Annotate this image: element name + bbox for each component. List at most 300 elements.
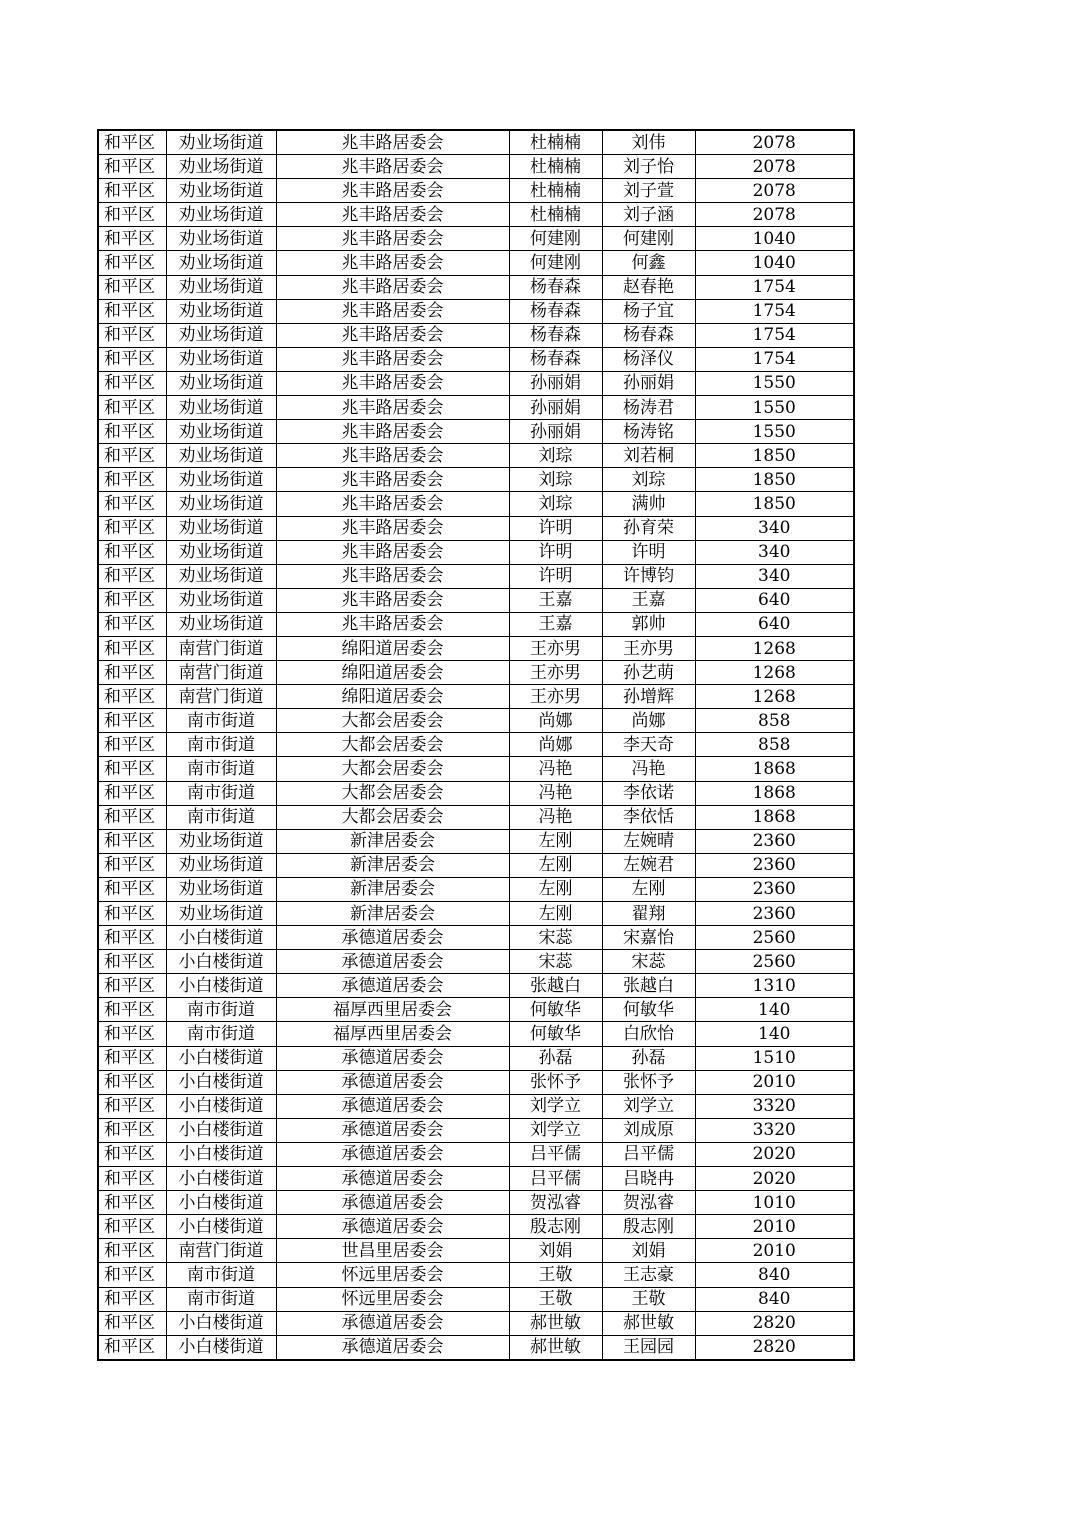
member-cell: 何鑫 [602, 251, 695, 275]
district-cell: 和平区 [98, 974, 166, 998]
committee-cell: 福厚西里居委会 [276, 998, 509, 1022]
amount-cell: 3320 [695, 1118, 854, 1142]
amount-cell: 2820 [695, 1311, 854, 1335]
table-row [98, 203, 854, 227]
member-cell: 张越白 [602, 974, 695, 998]
district-cell: 和平区 [98, 1046, 166, 1070]
applicant-cell: 刘琮 [509, 468, 602, 492]
member-cell: 王敬 [602, 1287, 695, 1311]
amount-cell: 2360 [695, 829, 854, 853]
district-cell: 和平区 [98, 516, 166, 540]
table-row [98, 757, 854, 781]
amount-cell: 1010 [695, 1191, 854, 1215]
applicant-cell: 贺泓睿 [509, 1191, 602, 1215]
committee-cell: 兆丰路居委会 [276, 540, 509, 564]
applicant-cell: 王嘉 [509, 588, 602, 612]
applicant-cell: 杜楠楠 [509, 203, 602, 227]
table-row [98, 974, 854, 998]
table-row [98, 733, 854, 757]
member-cell: 翟翔 [602, 902, 695, 926]
district-cell: 和平区 [98, 877, 166, 901]
amount-cell: 2078 [695, 179, 854, 203]
committee-cell: 新津居委会 [276, 877, 509, 901]
member-cell: 李依诺 [602, 781, 695, 805]
applicant-cell: 杜楠楠 [509, 130, 602, 155]
member-cell: 杨涛铭 [602, 420, 695, 444]
amount-cell: 2560 [695, 950, 854, 974]
table-row [98, 227, 854, 251]
district-cell: 和平区 [98, 468, 166, 492]
applicant-cell: 王敬 [509, 1287, 602, 1311]
table-row [98, 1239, 854, 1263]
subdistrict-cell: 劝业场街道 [166, 275, 276, 299]
amount-cell: 1510 [695, 1046, 854, 1070]
member-cell: 刘子萱 [602, 179, 695, 203]
committee-cell: 兆丰路居委会 [276, 179, 509, 203]
committee-cell: 兆丰路居委会 [276, 155, 509, 179]
district-cell: 和平区 [98, 323, 166, 347]
member-cell: 杨子宜 [602, 299, 695, 323]
committee-cell: 兆丰路居委会 [276, 251, 509, 275]
amount-cell: 1268 [695, 661, 854, 685]
committee-cell: 承德道居委会 [276, 1046, 509, 1070]
subdistrict-cell: 劝业场街道 [166, 468, 276, 492]
applicant-cell: 宋蕊 [509, 926, 602, 950]
subdistrict-cell: 南营门街道 [166, 636, 276, 660]
district-cell: 和平区 [98, 251, 166, 275]
table-row [98, 853, 854, 877]
subdistrict-cell: 南市街道 [166, 1263, 276, 1287]
member-cell: 满帅 [602, 492, 695, 516]
member-cell: 贺泓睿 [602, 1191, 695, 1215]
applicant-cell: 吕平儒 [509, 1142, 602, 1166]
applicant-cell: 杜楠楠 [509, 179, 602, 203]
applicant-cell: 杨春森 [509, 347, 602, 371]
member-cell: 杨春森 [602, 323, 695, 347]
committee-cell: 承德道居委会 [276, 1167, 509, 1191]
applicant-cell: 王嘉 [509, 612, 602, 636]
subdistrict-cell: 南市街道 [166, 709, 276, 733]
member-cell: 宋嘉怡 [602, 926, 695, 950]
committee-cell: 兆丰路居委会 [276, 130, 509, 155]
table-row [98, 1094, 854, 1118]
table-row [98, 1142, 854, 1166]
table-row [98, 275, 854, 299]
applicant-cell: 王亦男 [509, 661, 602, 685]
district-cell: 和平区 [98, 179, 166, 203]
member-cell: 何建刚 [602, 227, 695, 251]
subdistrict-cell: 南市街道 [166, 781, 276, 805]
applicant-cell: 郝世敏 [509, 1311, 602, 1335]
applicant-cell: 何建刚 [509, 251, 602, 275]
committee-cell: 大都会居委会 [276, 805, 509, 829]
amount-cell: 858 [695, 709, 854, 733]
district-cell: 和平区 [98, 203, 166, 227]
applicant-cell: 王亦男 [509, 685, 602, 709]
table-row [98, 155, 854, 179]
applicant-cell: 郝世敏 [509, 1335, 602, 1360]
member-cell: 许博钧 [602, 564, 695, 588]
subdistrict-cell: 劝业场街道 [166, 516, 276, 540]
amount-cell: 2360 [695, 877, 854, 901]
table-row [98, 1215, 854, 1239]
amount-cell: 2010 [695, 1070, 854, 1094]
committee-cell: 承德道居委会 [276, 974, 509, 998]
committee-cell: 承德道居委会 [276, 1142, 509, 1166]
amount-cell: 1268 [695, 636, 854, 660]
subdistrict-cell: 劝业场街道 [166, 179, 276, 203]
committee-cell: 兆丰路居委会 [276, 227, 509, 251]
committee-cell: 兆丰路居委会 [276, 347, 509, 371]
table-row [98, 130, 854, 155]
table-row [98, 998, 854, 1022]
committee-cell: 兆丰路居委会 [276, 612, 509, 636]
applicant-cell: 何敏华 [509, 1022, 602, 1046]
subdistrict-cell: 劝业场街道 [166, 299, 276, 323]
table-row [98, 251, 854, 275]
district-cell: 和平区 [98, 998, 166, 1022]
committee-cell: 大都会居委会 [276, 781, 509, 805]
amount-cell: 1550 [695, 420, 854, 444]
applicant-cell: 左刚 [509, 877, 602, 901]
member-cell: 刘成原 [602, 1118, 695, 1142]
subdistrict-cell: 劝业场街道 [166, 492, 276, 516]
member-cell: 刘若桐 [602, 444, 695, 468]
member-cell: 孙丽娟 [602, 371, 695, 395]
committee-cell: 绵阳道居委会 [276, 661, 509, 685]
member-cell: 李依恬 [602, 805, 695, 829]
subdistrict-cell: 小白楼街道 [166, 1046, 276, 1070]
district-cell: 和平区 [98, 1335, 166, 1360]
committee-cell: 兆丰路居委会 [276, 492, 509, 516]
applicant-cell: 孙丽娟 [509, 371, 602, 395]
subdistrict-cell: 劝业场街道 [166, 877, 276, 901]
district-cell: 和平区 [98, 1070, 166, 1094]
member-cell: 张怀予 [602, 1070, 695, 1094]
member-cell: 尚娜 [602, 709, 695, 733]
member-cell: 李天奇 [602, 733, 695, 757]
district-cell: 和平区 [98, 1287, 166, 1311]
applicant-cell: 何建刚 [509, 227, 602, 251]
table-row [98, 347, 854, 371]
subdistrict-cell: 小白楼街道 [166, 974, 276, 998]
member-cell: 王志豪 [602, 1263, 695, 1287]
member-cell: 冯艳 [602, 757, 695, 781]
district-cell: 和平区 [98, 564, 166, 588]
member-cell: 殷志刚 [602, 1215, 695, 1239]
amount-cell: 1040 [695, 251, 854, 275]
applicant-cell: 冯艳 [509, 781, 602, 805]
table-row [98, 1335, 854, 1360]
subdistrict-cell: 小白楼街道 [166, 950, 276, 974]
table-body [98, 130, 854, 1360]
subdistrict-cell: 小白楼街道 [166, 926, 276, 950]
table-row [98, 781, 854, 805]
amount-cell: 1268 [695, 685, 854, 709]
applicant-cell: 殷志刚 [509, 1215, 602, 1239]
member-cell: 王亦男 [602, 636, 695, 660]
subdistrict-cell: 劝业场街道 [166, 323, 276, 347]
committee-cell: 大都会居委会 [276, 757, 509, 781]
applicant-cell: 张越白 [509, 974, 602, 998]
applicant-cell: 刘琮 [509, 492, 602, 516]
committee-cell: 大都会居委会 [276, 733, 509, 757]
district-cell: 和平区 [98, 275, 166, 299]
subdistrict-cell: 劝业场街道 [166, 347, 276, 371]
amount-cell: 340 [695, 516, 854, 540]
committee-cell: 福厚西里居委会 [276, 1022, 509, 1046]
subdistrict-cell: 小白楼街道 [166, 1070, 276, 1094]
committee-cell: 承德道居委会 [276, 1070, 509, 1094]
committee-cell: 承德道居委会 [276, 1335, 509, 1360]
district-cell: 和平区 [98, 1215, 166, 1239]
amount-cell: 2020 [695, 1167, 854, 1191]
subdistrict-cell: 劝业场街道 [166, 227, 276, 251]
amount-cell: 1550 [695, 396, 854, 420]
amount-cell: 2560 [695, 926, 854, 950]
subdistrict-cell: 小白楼街道 [166, 1094, 276, 1118]
member-cell: 白欣怡 [602, 1022, 695, 1046]
applicant-cell: 左刚 [509, 853, 602, 877]
committee-cell: 兆丰路居委会 [276, 444, 509, 468]
committee-cell: 兆丰路居委会 [276, 516, 509, 540]
member-cell: 左刚 [602, 877, 695, 901]
district-cell: 和平区 [98, 420, 166, 444]
applicant-cell: 吕平儒 [509, 1167, 602, 1191]
table-row [98, 323, 854, 347]
district-cell: 和平区 [98, 733, 166, 757]
district-cell: 和平区 [98, 1311, 166, 1335]
committee-cell: 兆丰路居委会 [276, 299, 509, 323]
amount-cell: 1850 [695, 468, 854, 492]
table-row [98, 902, 854, 926]
table-row [98, 1167, 854, 1191]
subdistrict-cell: 劝业场街道 [166, 853, 276, 877]
amount-cell: 2360 [695, 853, 854, 877]
committee-cell: 承德道居委会 [276, 1191, 509, 1215]
committee-cell: 承德道居委会 [276, 926, 509, 950]
district-cell: 和平区 [98, 1022, 166, 1046]
amount-cell: 1754 [695, 275, 854, 299]
table-row [98, 1263, 854, 1287]
table-row [98, 1070, 854, 1094]
amount-cell: 2078 [695, 203, 854, 227]
committee-cell: 兆丰路居委会 [276, 396, 509, 420]
amount-cell: 1040 [695, 227, 854, 251]
member-cell: 孙增辉 [602, 685, 695, 709]
subdistrict-cell: 劝业场街道 [166, 612, 276, 636]
applicant-cell: 许明 [509, 564, 602, 588]
applicant-cell: 刘娟 [509, 1239, 602, 1263]
district-cell: 和平区 [98, 950, 166, 974]
member-cell: 左婉君 [602, 853, 695, 877]
district-cell: 和平区 [98, 227, 166, 251]
applicant-cell: 左刚 [509, 829, 602, 853]
subdistrict-cell: 小白楼街道 [166, 1142, 276, 1166]
committee-cell: 承德道居委会 [276, 1094, 509, 1118]
committee-cell: 兆丰路居委会 [276, 323, 509, 347]
amount-cell: 840 [695, 1263, 854, 1287]
district-cell: 和平区 [98, 1167, 166, 1191]
subdistrict-cell: 南市街道 [166, 1287, 276, 1311]
applicant-cell: 王敬 [509, 1263, 602, 1287]
committee-cell: 兆丰路居委会 [276, 275, 509, 299]
subdistrict-cell: 小白楼街道 [166, 1191, 276, 1215]
subdistrict-cell: 南市街道 [166, 805, 276, 829]
table-row [98, 950, 854, 974]
district-cell: 和平区 [98, 444, 166, 468]
table-row [98, 805, 854, 829]
amount-cell: 340 [695, 564, 854, 588]
committee-cell: 兆丰路居委会 [276, 371, 509, 395]
subdistrict-cell: 劝业场街道 [166, 588, 276, 612]
amount-cell: 1754 [695, 323, 854, 347]
table-row [98, 588, 854, 612]
subdistrict-cell: 劝业场街道 [166, 130, 276, 155]
committee-cell: 兆丰路居委会 [276, 468, 509, 492]
amount-cell: 2360 [695, 902, 854, 926]
amount-cell: 140 [695, 1022, 854, 1046]
district-cell: 和平区 [98, 130, 166, 155]
subdistrict-cell: 劝业场街道 [166, 564, 276, 588]
subdistrict-cell: 劝业场街道 [166, 396, 276, 420]
member-cell: 孙磊 [602, 1046, 695, 1070]
subdistrict-cell: 小白楼街道 [166, 1118, 276, 1142]
applicant-cell: 宋蕊 [509, 950, 602, 974]
district-cell: 和平区 [98, 661, 166, 685]
member-cell: 王嘉 [602, 588, 695, 612]
applicant-cell: 刘琮 [509, 444, 602, 468]
member-cell: 郝世敏 [602, 1311, 695, 1335]
amount-cell: 640 [695, 588, 854, 612]
applicant-cell: 左刚 [509, 902, 602, 926]
subdistrict-cell: 南市街道 [166, 1022, 276, 1046]
table-row [98, 1046, 854, 1070]
committee-cell: 绵阳道居委会 [276, 636, 509, 660]
subdistrict-cell: 小白楼街道 [166, 1167, 276, 1191]
subdistrict-cell: 南市街道 [166, 998, 276, 1022]
committee-cell: 兆丰路居委会 [276, 588, 509, 612]
amount-cell: 2020 [695, 1142, 854, 1166]
amount-cell: 2078 [695, 130, 854, 155]
amount-cell: 140 [695, 998, 854, 1022]
subdistrict-cell: 南市街道 [166, 733, 276, 757]
applicant-cell: 杨春森 [509, 275, 602, 299]
district-cell: 和平区 [98, 757, 166, 781]
table-row [98, 540, 854, 564]
member-cell: 赵春艳 [602, 275, 695, 299]
applicant-cell: 孙丽娟 [509, 396, 602, 420]
subdistrict-cell: 南营门街道 [166, 685, 276, 709]
table-row [98, 396, 854, 420]
table-row [98, 829, 854, 853]
subdistrict-cell: 劝业场街道 [166, 444, 276, 468]
amount-cell: 2010 [695, 1239, 854, 1263]
applicant-cell: 冯艳 [509, 805, 602, 829]
member-cell: 王园园 [602, 1335, 695, 1360]
committee-cell: 兆丰路居委会 [276, 564, 509, 588]
table-row [98, 926, 854, 950]
table-row [98, 444, 854, 468]
table-row [98, 179, 854, 203]
table-row [98, 1022, 854, 1046]
applicant-cell: 孙磊 [509, 1046, 602, 1070]
amount-cell: 858 [695, 733, 854, 757]
amount-cell: 1868 [695, 757, 854, 781]
table-row [98, 468, 854, 492]
committee-cell: 新津居委会 [276, 902, 509, 926]
district-cell: 和平区 [98, 299, 166, 323]
applicant-cell: 杨春森 [509, 323, 602, 347]
committee-cell: 承德道居委会 [276, 1215, 509, 1239]
member-cell: 刘学立 [602, 1094, 695, 1118]
applicant-cell: 杨春森 [509, 299, 602, 323]
table-row [98, 661, 854, 685]
applicant-cell: 张怀予 [509, 1070, 602, 1094]
applicant-cell: 尚娜 [509, 709, 602, 733]
table-row [98, 420, 854, 444]
committee-cell: 承德道居委会 [276, 1311, 509, 1335]
amount-cell: 1550 [695, 371, 854, 395]
member-cell: 孙艺萌 [602, 661, 695, 685]
subdistrict-cell: 南市街道 [166, 757, 276, 781]
member-cell: 吕晓冉 [602, 1167, 695, 1191]
district-cell: 和平区 [98, 781, 166, 805]
applicant-cell: 许明 [509, 516, 602, 540]
district-cell: 和平区 [98, 396, 166, 420]
member-cell: 刘子涵 [602, 203, 695, 227]
district-cell: 和平区 [98, 1094, 166, 1118]
amount-cell: 1754 [695, 299, 854, 323]
district-cell: 和平区 [98, 588, 166, 612]
member-cell: 刘伟 [602, 130, 695, 155]
member-cell: 何敏华 [602, 998, 695, 1022]
amount-cell: 2820 [695, 1335, 854, 1360]
district-cell: 和平区 [98, 829, 166, 853]
subdistrict-cell: 劝业场街道 [166, 371, 276, 395]
committee-cell: 大都会居委会 [276, 709, 509, 733]
applicant-cell: 刘学立 [509, 1094, 602, 1118]
table-row [98, 299, 854, 323]
amount-cell: 3320 [695, 1094, 854, 1118]
amount-cell: 340 [695, 540, 854, 564]
district-cell: 和平区 [98, 926, 166, 950]
amount-cell: 2078 [695, 155, 854, 179]
table-row [98, 612, 854, 636]
committee-cell: 新津居委会 [276, 853, 509, 877]
district-cell: 和平区 [98, 1118, 166, 1142]
table-row [98, 492, 854, 516]
table-row [98, 371, 854, 395]
district-cell: 和平区 [98, 636, 166, 660]
district-cell: 和平区 [98, 540, 166, 564]
subdistrict-cell: 小白楼街道 [166, 1215, 276, 1239]
subdistrict-cell: 劝业场街道 [166, 540, 276, 564]
district-cell: 和平区 [98, 612, 166, 636]
committee-cell: 世昌里居委会 [276, 1239, 509, 1263]
subdistrict-cell: 小白楼街道 [166, 1335, 276, 1360]
committee-cell: 新津居委会 [276, 829, 509, 853]
committee-cell: 怀远里居委会 [276, 1263, 509, 1287]
amount-cell: 2010 [695, 1215, 854, 1239]
district-cell: 和平区 [98, 902, 166, 926]
committee-cell: 兆丰路居委会 [276, 420, 509, 444]
member-cell: 杨泽仪 [602, 347, 695, 371]
committee-cell: 兆丰路居委会 [276, 203, 509, 227]
applicant-cell: 王亦男 [509, 636, 602, 660]
table-row [98, 1191, 854, 1215]
table-row [98, 1311, 854, 1335]
